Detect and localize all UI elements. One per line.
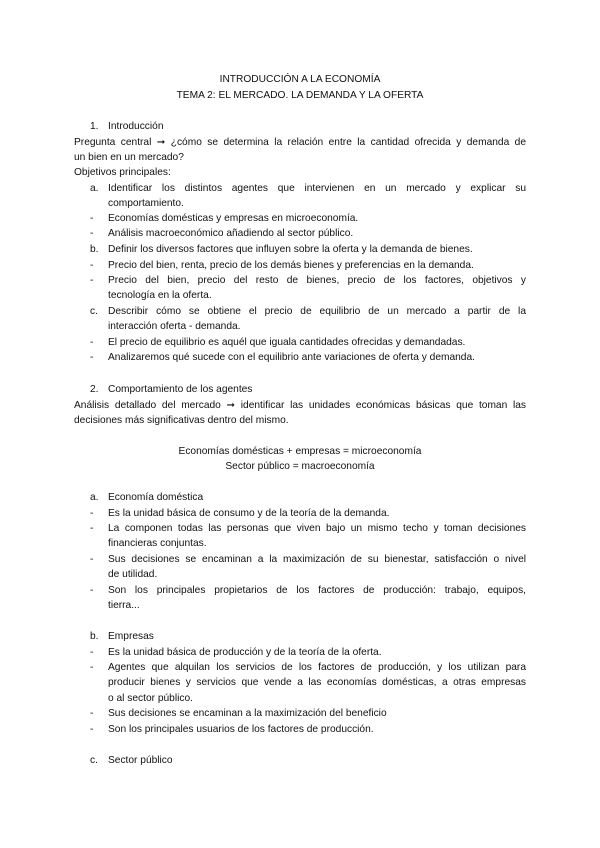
list-item: Análisis macroeconómico añadiendo al sector público.	[108, 228, 354, 239]
list-item-cont: tierra...	[108, 600, 140, 611]
bullet-dash: -	[90, 337, 94, 348]
bullet-dash: -	[90, 508, 94, 519]
list-item-cont: tecnología en la oferta.	[108, 290, 212, 301]
paragraph-line: Objetivos principales:	[74, 167, 171, 178]
bullet-dash: -	[90, 647, 94, 658]
bullet-dash: -	[90, 275, 94, 286]
list-item: Sus decisiones se encaminan a la maximización de su bienestar, satisfacción o nivel	[108, 554, 526, 565]
paragraph-line: Análisis detallado del mercado ➞ identificar las unidades económicas básicas que toman las	[74, 400, 526, 411]
list-item: Son los principales propietarios de los factores de producción: trabajo, equipos,	[108, 585, 526, 596]
equation-line: Sector público = macroeconomía	[225, 461, 375, 472]
list-item: Economías domésticas y empresas en microeconomía.	[108, 213, 359, 224]
paragraph-line: Pregunta central ➞ ¿cómo se determina la relación entre la cantidad ofrecida y demanda de	[74, 137, 526, 148]
list-marker: c.	[90, 306, 98, 317]
paragraph-line: decisiones más significativas dentro del mismo.	[74, 415, 289, 426]
list-item: Analizaremos qué sucede con el equilibrio ante variaciones de oferta y demanda.	[108, 352, 475, 363]
list-item: Definir los diversos factores que influyen sobre la oferta y la demanda de bienes.	[108, 244, 473, 255]
subsection-heading: Sector público	[108, 755, 173, 766]
bullet-dash: -	[90, 228, 94, 239]
section-number: 1.	[90, 121, 99, 132]
list-marker: a.	[90, 492, 99, 503]
list-item: La componen todas las personas que viven bajo un mismo techo y toman decisiones	[108, 523, 526, 534]
bullet-dash: -	[90, 585, 94, 596]
list-item: Precio del bien, precio del resto de bienes, precio de los factores, objetivos y	[108, 275, 526, 286]
bullet-dash: -	[90, 708, 94, 719]
bullet-dash: -	[90, 523, 94, 534]
list-marker: c.	[90, 755, 98, 766]
list-item: El precio de equilibrio es aquél que iguala cantidades ofrecidas y demandadas.	[108, 337, 466, 348]
list-item: Precio del bien, renta, precio de los demás bienes y preferencias en la demanda.	[108, 260, 474, 271]
subsection-heading: Economía doméstica	[108, 492, 204, 503]
list-item: Es la unidad básica de producción y de la teoría de la oferta.	[108, 647, 382, 658]
list-item: Son los principales usuarios de los factores de producción.	[108, 724, 374, 735]
doc-title: INTRODUCCIÓN A LA ECONOMÍA	[219, 74, 381, 85]
section-number: 2.	[90, 384, 99, 395]
bullet-dash: -	[90, 352, 94, 363]
list-item-cont: producir bienes y servicios que vende a las economías domésticas, a otras empresas	[108, 677, 526, 688]
list-item: Es la unidad básica de consumo y de la teoría de la demanda.	[108, 508, 390, 519]
list-item-cont: comportamiento.	[108, 198, 184, 209]
list-marker: b.	[90, 244, 99, 255]
list-item-cont: de utilidad.	[108, 569, 158, 580]
list-item-cont: financieras conjuntas.	[108, 538, 207, 549]
bullet-dash: -	[90, 662, 94, 673]
subsection-heading: Empresas	[108, 631, 154, 642]
list-marker: b.	[90, 631, 99, 642]
list-marker: a.	[90, 183, 99, 194]
doc-subtitle: TEMA 2: EL MERCADO. LA DEMANDA Y LA OFERTA	[176, 90, 424, 101]
bullet-dash: -	[90, 554, 94, 565]
section-heading: Introducción	[108, 121, 164, 132]
list-item: Identificar los distintos agentes que intervienen en un mercado y explicar su	[108, 183, 526, 194]
list-item: Describir cómo se obtiene el precio de equilibrio de un mercado a partir de la	[108, 306, 526, 317]
bullet-dash: -	[90, 724, 94, 735]
list-item-cont: interacción oferta - demanda.	[108, 321, 241, 332]
list-item: Agentes que alquilan los servicios de los factores de producción, y los utilizan para	[108, 662, 526, 673]
equation-line: Economías domésticas + empresas = microeconomía	[178, 446, 422, 457]
list-item-cont: o al sector público.	[108, 693, 193, 704]
list-item: Sus decisiones se encaminan a la maximización del beneficio	[108, 708, 387, 719]
bullet-dash: -	[90, 260, 94, 271]
bullet-dash: -	[90, 213, 94, 224]
section-heading: Comportamiento de los agentes	[108, 384, 253, 395]
paragraph-line: un bien en un mercado?	[74, 152, 184, 163]
